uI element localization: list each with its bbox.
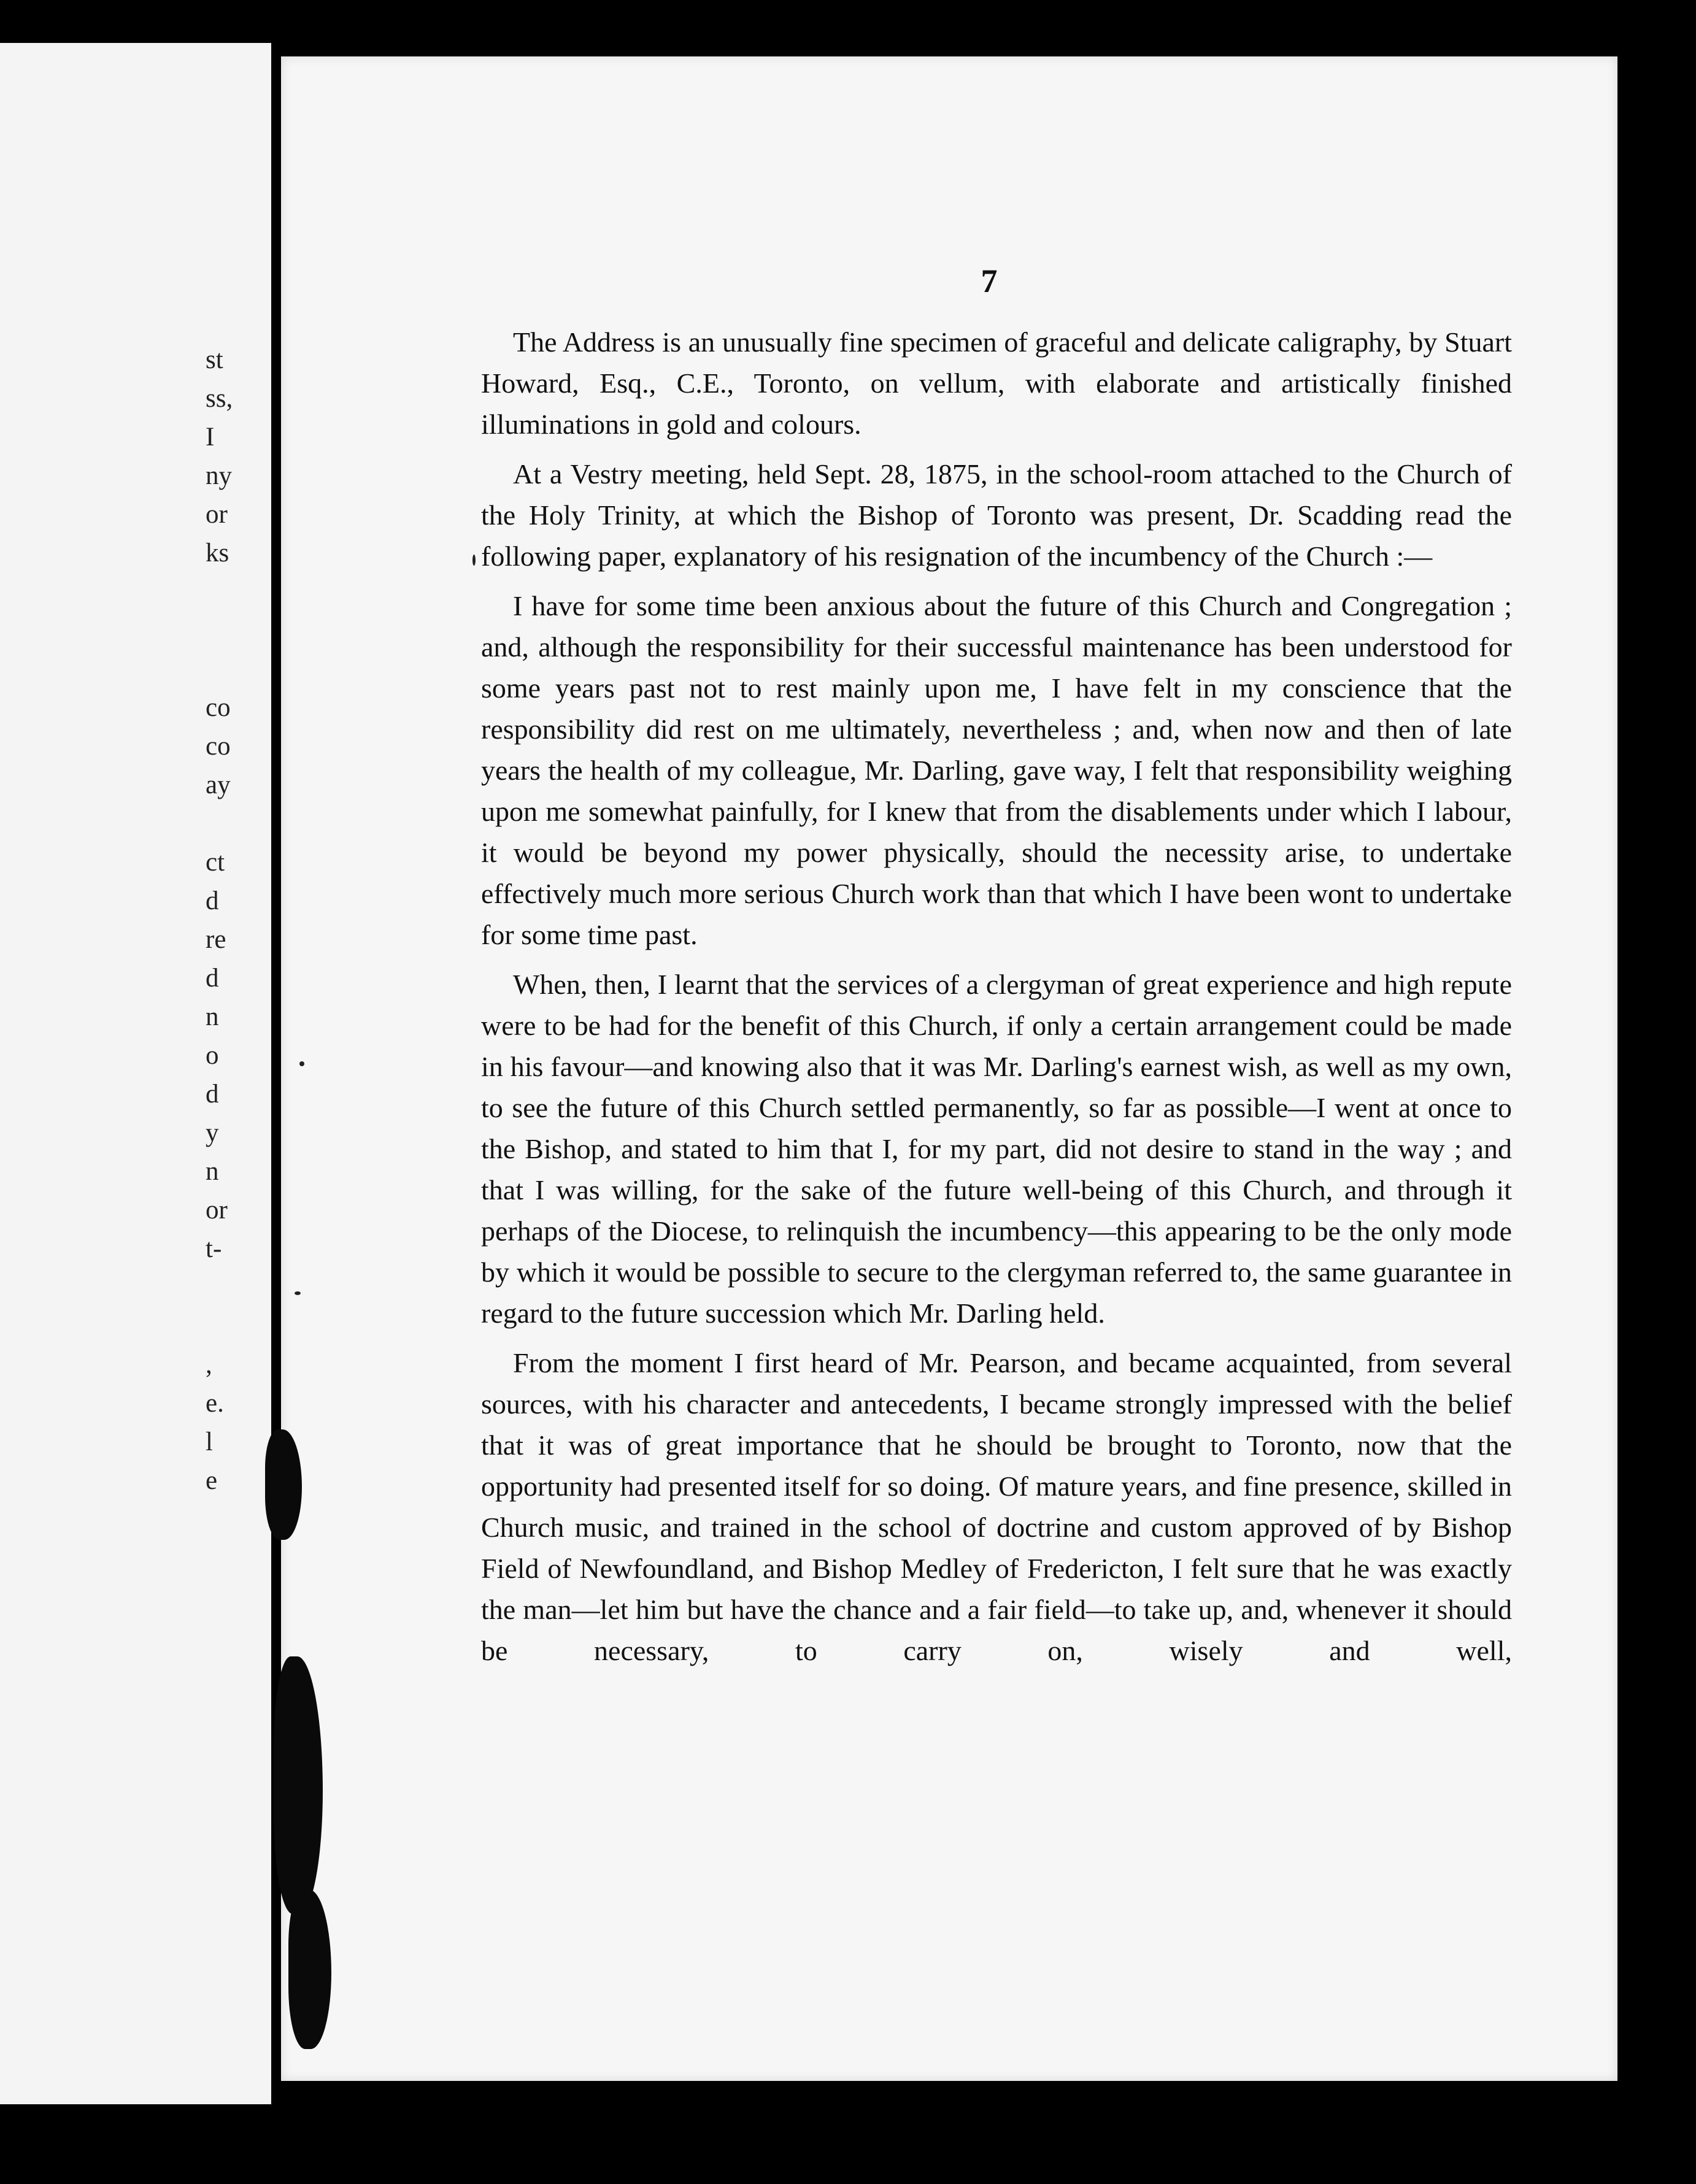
- facing-page-fragment: ny: [206, 461, 232, 490]
- facing-page-fragment: co: [206, 693, 231, 722]
- scan-speck: [299, 1061, 304, 1066]
- body-text: [481, 321, 1512, 1680]
- facing-page-fragment: n: [206, 1002, 219, 1031]
- facing-page-left: [0, 43, 271, 2104]
- facing-page-fragment: l: [206, 1428, 213, 1456]
- facing-page-fragment: y: [206, 1118, 219, 1147]
- facing-page-fragment: I: [206, 423, 215, 452]
- facing-page-fragment: st: [206, 345, 223, 374]
- paragraph-anxious-future: I have for some time been anxious about the future of this Church and Congregation ; and, although the responsibility for their successful maintenance has been understood for some years past not to rest mainly upon me, I have felt in my conscience that the responsibility did rest on me ultimately, nevertheless ; and, when now and then of late years the health of my colleague, Mr. Darling, gave way, I felt that responsibility weighing upon me somewhat painfully, for I knew that from the disablements under which I labour, it would be beyond my power physically, should the necessity arise, to undertake effectively much more serious Church work than that which I have been wont to undertake for some time past.: [481, 590, 1512, 950]
- facing-page-fragment: ,: [206, 1350, 212, 1379]
- facing-page-fragment: ay: [206, 771, 231, 799]
- facing-page-fragment: or: [206, 500, 228, 529]
- facing-page-fragment: or: [206, 1196, 228, 1225]
- facing-page-fragment: d: [206, 886, 219, 915]
- page-number: 7: [981, 263, 998, 299]
- facing-page-fragment: n: [206, 1157, 219, 1186]
- paragraph-address: The Address is an unusually fine specimen of graceful and delicate caligraphy, by Stuart Howard, Esq., C.E., Toronto, on vellum, with elaborate and artistically finished illuminations in gold and colours.: [481, 326, 1512, 440]
- paragraph-clergyman-services: When, then, I learnt that the services of a clergyman of great experience and high repute were to be had for the benefit of this Church, if only a certain arrangement could be made in his favour—and knowing also that it was Mr. Darling's earnest wish, as well as my own, to see the future of this Church settled permanently, so far as possible—I went at once to the Bishop, and stated to him that I, for my part, did not desire to stand in the way ; and that I was willing, for the sake of the future well-being of this Church, and through it perhaps of the Diocese, to relinquish the incumbency—this appearing to be the only mode by which it would be possible to secure to the clergyman referred to, the same guarantee in regard to the future succession which Mr. Darling held.: [481, 969, 1512, 1329]
- facing-page-fragment: d: [206, 964, 219, 993]
- facing-page-fragment: e.: [206, 1389, 224, 1418]
- facing-page-fragment: t-: [206, 1234, 222, 1263]
- facing-page-fragment: ct: [206, 848, 225, 877]
- facing-page-fragment: co: [206, 732, 231, 761]
- document-page: [281, 56, 1617, 2081]
- paragraph-mr-pearson: From the moment I first heard of Mr. Pearson, and became acquainted, from several sources, with his character and antecedents, I became strongly impressed with the belief that it was of great importance that he should be brought to Toronto, now that the opportunity had presented itself for so doing. Of mature years, and fine presence, skilled in Church music, and trained in the school of doctrine and custom approved of by Bishop Field of Newfoundland, and Bishop Medley of Fredericton, I felt sure that he was exactly the man—let him but have the chance and a fair field—to take up, and, whenever it should be necessary, to carry on, wisely and well,: [481, 1347, 1512, 1666]
- facing-page-fragment: d: [206, 1080, 219, 1109]
- facing-page-fragment: re: [206, 925, 226, 954]
- facing-page-fragment: e: [206, 1466, 218, 1495]
- facing-page-fragment: o: [206, 1041, 219, 1070]
- scan-speck: [295, 1291, 301, 1295]
- paragraph-vestry-meeting: At a Vestry meeting, held Sept. 28, 1875, in the school-room attached to the Church of the Holy Trinity, at which the Bishop of Toronto was present, Dr. Scadding read the following paper, explanatory of his resignation of the incumbency of the Church :—: [481, 458, 1512, 572]
- facing-page-fragment: ss,: [206, 384, 233, 413]
- facing-page-fragment: ks: [206, 539, 229, 567]
- scan-speck: [472, 555, 476, 566]
